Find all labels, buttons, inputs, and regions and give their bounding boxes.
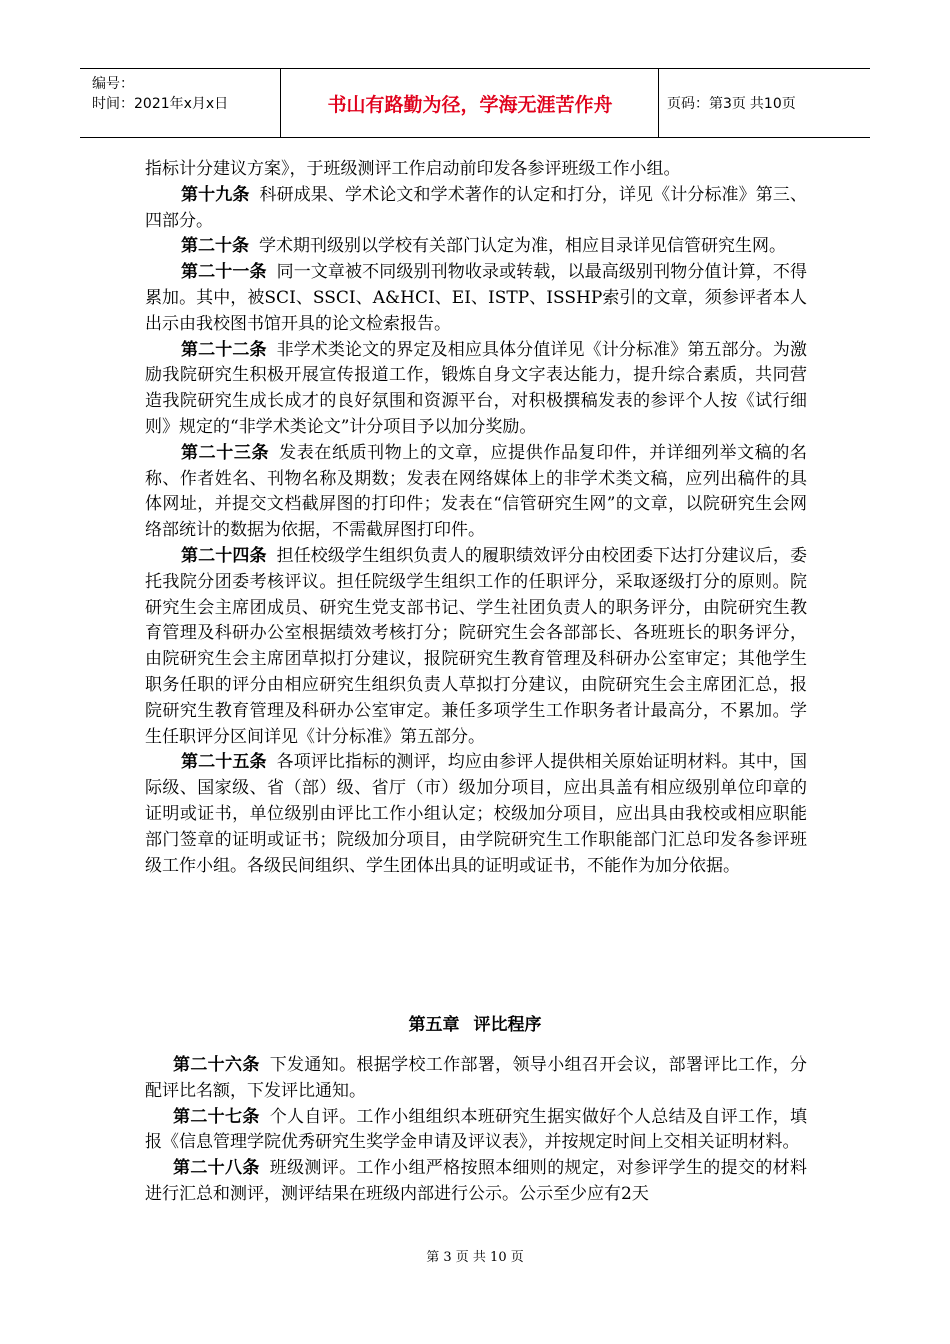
article-number: 第二十五条: [181, 752, 267, 773]
article-number: 第二十一条: [181, 262, 267, 283]
article-text: 发表在纸质刊物上的文章，应提供作品复印件，并详细列举文稿的名称、作者姓名、刊物名称及期数；发表在网络媒体上的非学术类文稿，应列出稿件的具体网址，并提交文档截屏图的打印件；发表在“信管研究生网”的文章，以院研究生会网络部统计的数据为依据，不需截屏图打印件。: [145, 442, 808, 541]
article-paragraph: [145, 441, 807, 544]
document-body: [145, 157, 807, 879]
article-paragraph: [145, 1105, 807, 1157]
document-header: [80, 68, 870, 138]
article-text: 同一文章被不同级别刊物收录或转载，以最高级别刊物分值计算，不得累加。其中，被SCI、SSCI、A&HCI、EI、ISTP、ISSHP索引的文章，须参评者本人出示由我校图书馆开具的论文检索报告。: [145, 262, 808, 334]
article-number: 第二十七条: [173, 1106, 260, 1127]
chapter-heading: [0, 1010, 950, 1035]
article-text: 担任校级学生组织负责人的履职绩效评分由校团委下达打分建议后，委托我院分团委考核评议。担任院级学生组织工作的任职评分，采取逐级打分的原则。院研究生会主席团成员、研究生党支部书记、学生社团负责人的职务评分，由院研究生教育管理及科研办公室根据绩效考核打分；院研究生会各部部长、各班班长的职务评分，由院研究生会主席团草拟打分建议，报院研究生教育管理及科研办公室审定；其他学生职务任职的评分由相应研究生组织负责人草拟打分建议，由院研究生会主席团汇总，报院研究生教育管理及科研办公室审定。兼任多项学生工作职务者计最高分，不累加。学生任职评分区间详见《计分标准》第五部分。: [145, 545, 808, 747]
article-text: 非学术类论文的界定及相应具体分值详见《计分标准》第五部分。为激励我院研究生积极开展宣传报道工作，锻炼自身文字表达能力，提升综合素质，共同营造我院研究生成长成才的良好氛围和资源平台，对积极撰稿发表的参评个人按《试行细则》规定的“非学术类论文”计分项目予以加分奖励。: [145, 339, 808, 437]
article-number: 第二十六条: [173, 1055, 260, 1075]
article-text: 各项评比指标的测评，均应由参评人提供相关原始证明材料。其中，国际级、国家级、省（部）级、省厅（市）级加分项目，应出具盖有相应级别单位印章的证明或证书，单位级别由评比工作小组认定；校级加分项目，应出具由我校或相应职能部门签章的证明或证书；院级加分项目，由学院研究生工作职能部门汇总印发各参评班级工作小组。各级民间组织、学生团体出具的证明或证书，不能作为加分依据。: [145, 752, 808, 876]
header-page-label: 页码：第3页: [667, 96, 746, 112]
article-text: 个人自评。工作小组组织本班研究生据实做好个人总结及自评工作，填报《信息管理学院优秀研究生奖学金申请及评议表》，并按规定时间上交相关证明材料。: [145, 1106, 808, 1153]
document-number-label: 编号：: [92, 76, 134, 92]
article-paragraph: [145, 260, 807, 337]
article-number: 第二十二条: [181, 339, 267, 360]
article-text: 下发通知。根据学校工作部署，领导小组召开会议，部署评比工作，分配评比名额，下发评比通知。: [145, 1055, 808, 1101]
article-paragraph: [145, 1156, 807, 1208]
page-footer: 第 3 页 共 10 页: [426, 1250, 524, 1265]
article-text: 科研成果、学术论文和学术著作的认定和打分，详见《计分标准》第三、四部分。: [145, 184, 808, 231]
header-meta: [80, 69, 281, 137]
document-time-label: 时间：2021年x月x日: [92, 96, 229, 112]
header-motto: 书山有路勤为径，学海无涯苦作舟: [282, 69, 659, 137]
article-paragraph: [145, 750, 807, 879]
article-number: 第十九条: [181, 184, 250, 205]
article-text: 学术期刊级别以学校有关部门认定为准，相应目录详见信管研究生网。: [259, 236, 786, 257]
paragraph-text: 指标计分建议方案》，于班级测评工作启动前印发各参评班级工作小组。: [145, 159, 681, 179]
document-body-chapter5: [145, 1053, 807, 1208]
chapter-number: 第五章: [408, 1015, 460, 1035]
chapter-title: 评比程序: [473, 1015, 542, 1035]
article-paragraph: [145, 234, 807, 260]
article-paragraph: [145, 544, 807, 750]
article-paragraph: [145, 1053, 807, 1105]
article-number: 第二十四条: [181, 545, 267, 566]
article-number: 第二十八条: [173, 1158, 260, 1179]
article-paragraph: [145, 338, 807, 441]
header-page-info: [659, 69, 870, 137]
header-total-label: 共10页: [749, 96, 796, 112]
article-number: 第二十三条: [181, 442, 270, 463]
article-paragraph: [145, 183, 807, 235]
article-text: 班级测评。工作小组严格按照本细则的规定，对参评学生的提交的材料进行汇总和测评，测评结果在班级内部进行公示。公示至少应有2天: [145, 1158, 808, 1204]
paragraph: [145, 157, 807, 183]
article-number: 第二十条: [181, 236, 249, 257]
